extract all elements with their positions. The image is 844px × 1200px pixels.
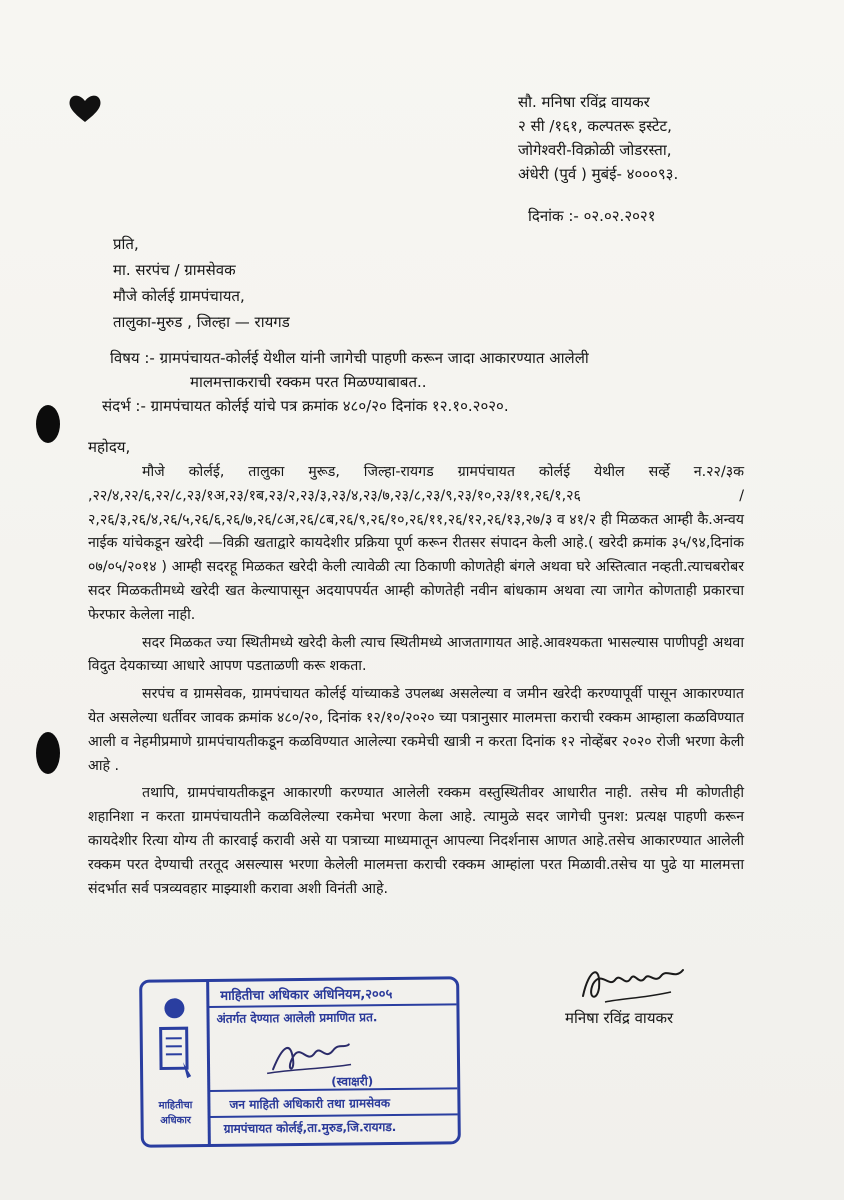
body-paragraph: मौजे कोर्लई, तालुका मुरूड, जिल्हा-रायगड ग्रामपंचायत कोर्लई येथील सर्व्हे न.२२/३क ,२२/४,२२/६,२२/८,२३/१अ,२३/१ब,२३/२,२३/३,२३/४,२३/७,२३/८,२३/९,२३/१०,२३/११,२६/१,२६ /२,२६/३,२६/४,२६/५,२६/६,२६/७,२६/८अ,२६/८ब,२६/९,२६/१०,२६/११,२६/१२,२६/१३,२७/३ व ४१/२ ही मिळकत आम्ही कै.अन्वय नाईक यांचेकडून खरेदी —विक्री खताद्वारे कायदेशीर प्रक्रिया पूर्ण करून रीतसर संपादन केली आहे.( खरेदी क्रमांक ३५/९४,दिनांक ०७/०५/२०१४ ) आम्ही सदरहू मिळकत खरेदी केली त्यावेळी त्या ठिकाणी कोणतेही बंगले अथवा घरे अस्तित्वात नव्हती.त्याचबरोबर सदर मिळकतीमध्ये खरेदी खत केल्यापासून अदयापपर्यत आम्ही कोणतेही नवीन बांधकाम अथवा त्या जागेत कोणताही प्रकारचा फेरफार केलेला नाही. — [88, 464, 744, 623]
recipient-block — [113, 231, 290, 335]
stamp-officer: जन माहिती अधिकारी तथा ग्रामसेवक — [229, 1096, 391, 1112]
stamp-divider — [208, 1003, 456, 1008]
recipient-line: तालुका-मुरुड , जिल्हा — रायगड — [113, 313, 290, 331]
rti-stamp — [139, 976, 461, 1147]
punch-hole-bottom — [34, 730, 62, 776]
sender-name: सौ. मनिषा रविंद्र वायकर — [518, 93, 650, 111]
stamp-left-label: माहितीचा अधिकार — [158, 1100, 193, 1127]
recipient-line: मा. सरपंच / ग्रामसेवक — [113, 261, 236, 279]
stamp-title: माहितीचा अधिकार अधिनियम,२००५ — [220, 987, 393, 1004]
sender-address-line: जोगेश्वरी-विक्रोळी जोडरस्ता, — [518, 141, 672, 159]
salutation: महोदय, — [88, 438, 131, 456]
stamp-emblem-panel — [142, 982, 211, 1145]
recipient-line: प्रति, — [113, 235, 139, 253]
letter-date: दिनांक :- ०२.०२.२०२१ — [528, 207, 656, 225]
subject-label: विषय :- — [110, 349, 155, 367]
stamp-office: ग्रामपंचायत कोर्लई,ता.मुरुड,जि.रायगड. — [223, 1119, 397, 1136]
sender-address — [518, 90, 818, 186]
stamp-subtitle: अंतर्गत देण्यात आलेली प्रमाणित प्रत. — [216, 1010, 378, 1026]
reference-line — [102, 394, 760, 418]
recipient-line: मौजे कोर्लई ग्रामपंचायत, — [113, 287, 245, 305]
reference-label: संदर्भ :- — [102, 397, 146, 415]
sender-address-line: २ सी /१६१, कल्पतरू इस्टेट, — [518, 117, 672, 135]
subject-line — [110, 346, 760, 370]
rti-emblem-icon — [156, 994, 193, 1090]
ink-blot-heart — [66, 92, 104, 126]
subject-text-continued: मालमत्ताकराची रक्कम परत मिळण्याबाबत.. — [190, 373, 427, 391]
subject-block — [102, 346, 760, 418]
body-paragraph: तथापि, ग्रामपंचायतीकडून आकारणी करण्यात आलेली रक्कम वस्तुस्थितीवर आधारीत नाही. तसेच मी कोणतीही शहानिशा न करता ग्रामपंचायतीने कळविलेल्या रकमेचा भरणा केला आहे. त्यामुळे सदर जागेची पुनश: प्रत्यक्ष पाहणी करून कायदेशीर रित्या योग्य ती कारवाई करावी असे या पत्राच्या माध्यमातून आपल्या निदर्शनास आणत आहे.तसेच आकारण्यात आलेली रक्कम परत देण्याची तरतूद असल्यास भरणा केलेली मालमत्ता कराची रक्कम आम्हांला परत मिळावी.तसेच या पुढे या मालमत्ता संदर्भात सर्व पत्रव्यवहार माझ्याशी करावा अशी विनंती आहे. — [88, 785, 744, 897]
stamp-divider — [210, 1113, 458, 1118]
body-paragraph: सरपंच व ग्रामसेवक, ग्रामपंचायत कोर्लई यांच्याकडे उपलब्ध असलेल्या व जमीन खरेदी करण्यापूर्वी पासून आकारण्यात येत असलेल्या धर्तीवर जावक क्रमांक ४८०/२०, दिनांक १२/१०/२०२० च्या पत्रानुसार मालमत्ता कराची रक्कम आम्हाला कळविण्यात आली व नेहमीप्रमाणे ग्रामपंचायतीकडून कळविण्यात आलेल्या रकमेची खात्री न करता दिनांक १२ नोव्हेंबर २०२० रोजी भरणा केली आहे . — [88, 686, 744, 774]
body-paragraph: सदर मिळकत ज्या स्थितीमध्ये खरेदी केली त्याच स्थितीमध्ये आजतागायत आहे.आवश्यकता भासल्यास पाणीपट्टी अथवा विदुत देयकाच्या आधारे आपण पडताळणी करू शकता. — [88, 634, 744, 675]
subject-text: ग्रामपंचायत-कोर्लई येथील यांनी जागेची पाहणी करून जादा आकारण्यात आलेली — [159, 349, 589, 367]
stamp-sign-label: (स्वाक्षरी) — [331, 1074, 374, 1089]
punch-hole-top — [34, 403, 62, 445]
sender-signature — [575, 958, 695, 1008]
sender-address-line: अंधेरी (पुर्व ) मुबंई- ४०००९३. — [518, 165, 679, 183]
signature-name: मनिषा रविंद्र वायकर — [565, 1009, 674, 1027]
reference-text: ग्रामपंचायत कोर्लई यांचे पत्र क्रमांक ४८०/२० दिनांक १२.१०.२०२०. — [150, 397, 509, 415]
stamp-divider — [209, 1087, 457, 1092]
letter-body — [88, 461, 744, 905]
